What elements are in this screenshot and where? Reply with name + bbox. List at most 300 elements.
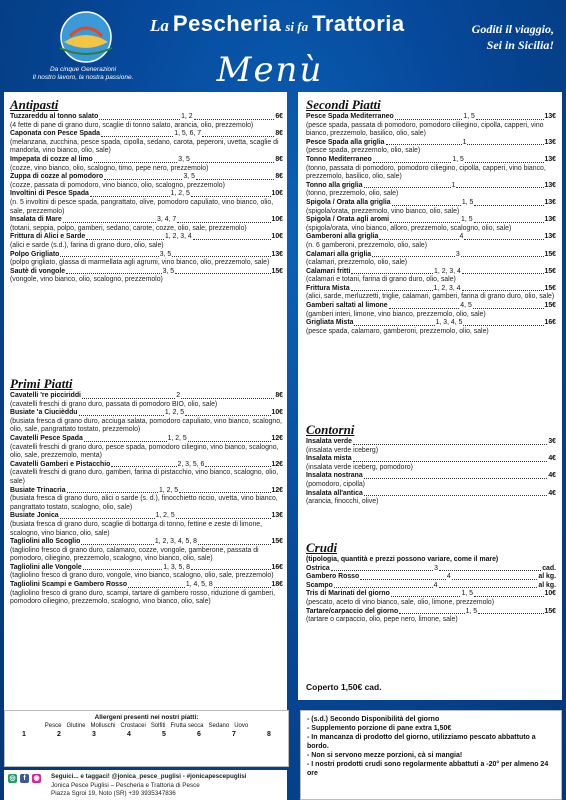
dish-description: (pesce spada, prezzemolo, olio, sale)	[306, 147, 421, 155]
menu-item-row	[306, 590, 556, 599]
dish-description: (tagliolino fresco di grano duro, calamaro, cozze, vongole, gamberone, passata di pomodoro, ciliegino, prezzemolo, scalogno, vino bianco, olio, sale)	[10, 546, 259, 563]
allergen-codes: 3, 5	[183, 173, 195, 181]
leader-dots	[101, 136, 173, 137]
leader-dots	[478, 613, 543, 614]
allergen-name: Uovo	[234, 723, 249, 729]
notes-box	[300, 710, 562, 800]
menu-item	[10, 113, 283, 130]
dish-description: (pescato, aceto di vino bianco, sale, olio, limone, prezzemolo)	[306, 598, 495, 606]
dish-description: (totani, seppia, polpo, gamberi, sedano, carote, cozze, olio, sale, prezzemolo)	[10, 224, 247, 232]
allergen-codes: 4	[459, 233, 464, 241]
section-title-secondi: Secondi Piatti	[306, 97, 381, 112]
allergen-codes: 2, 3, 5, 6	[177, 460, 205, 468]
allergens-title: Allergeni presenti nei nostri piatti:	[94, 714, 199, 721]
leader-dots	[465, 162, 544, 163]
tagline-line-1: Da cinque Generazioni	[49, 66, 117, 73]
leader-dots	[476, 119, 544, 120]
leader-dots	[392, 205, 461, 206]
facebook-icon[interactable]: f	[20, 774, 29, 783]
leader-dots	[462, 290, 544, 291]
dish-name: Spigola / Orata agli aromi	[306, 216, 390, 224]
leader-dots	[353, 444, 547, 445]
allergen-codes: 4	[433, 581, 438, 589]
brand-pescheria: Pescheria	[172, 11, 282, 36]
dish-price: 10€	[271, 190, 284, 198]
menu-item-row	[306, 490, 556, 499]
dish-name: Tagliolini alle Vongole	[10, 563, 82, 571]
dish-price: 15€	[544, 302, 557, 310]
brand-si-fa: si fa	[285, 19, 309, 34]
allergen-numbers	[5, 731, 288, 738]
dish-description: (n. 5 involtini di pesce spada, pangrattato, olive, pomodoro capuliato, vino bianco, olio, sale, prezzemolo)	[10, 198, 274, 215]
leader-dots	[79, 415, 164, 416]
dish-price: 10€	[271, 409, 283, 417]
dish-description: (pomodoro, cipolla)	[306, 480, 365, 488]
leader-dots	[205, 466, 270, 467]
dish-name: Involtini di Pesce Spada	[10, 190, 89, 198]
menu-item-row	[10, 538, 283, 547]
menu-item	[306, 139, 556, 156]
allergen-codes: 1, 2	[181, 113, 193, 120]
dish-description: (tagliolino fresco di grano duro, vongole, vino bianco, scalogno, olio, sale, prezzemolo)	[10, 572, 274, 580]
leader-dots	[364, 495, 548, 496]
menu-item	[306, 199, 556, 216]
dish-price: 18€	[271, 581, 283, 589]
dish-description: (pesce spada, passata di pomodoro, pomodoro ciliegino, cipolla, capperi, vino bianco, prezzemolo, basilico, olio, sale)	[306, 121, 544, 138]
dish-name: Busiate Trinacria	[10, 486, 66, 494]
right-menu-panel	[298, 92, 562, 700]
note-line: - In mancanza di prodotto del giorno, utilizziamo pescato abbattuto a bordo.	[307, 734, 536, 750]
dish-name: Sautè di vongole	[10, 267, 66, 275]
leader-dots	[452, 579, 538, 580]
leader-dots	[390, 222, 460, 223]
dish-price: 15€	[544, 267, 556, 275]
dish-description: (cavatelli freschi di grano duro, pesce spada, pomodoro ciliegino, vino bianco, scalogno, olio, sale, prezzemolo, menta)	[10, 443, 279, 460]
dish-price: 13€	[271, 250, 284, 258]
dish-price: al kg.	[538, 573, 557, 581]
dish-description: (cozze, passata di pomodoro, vino bianco, olio, scalogno, prezzemolo)	[10, 181, 225, 189]
allergen-codes: 3, 4, 7	[157, 216, 177, 224]
dish-name: Tris di Marinati del giorno	[306, 590, 390, 598]
secondi-list	[306, 113, 556, 336]
allergen-name: Molluschi	[90, 723, 116, 729]
allergen-codes: 1, 2, 3, 4	[164, 233, 192, 241]
allergen-codes: 1	[451, 181, 456, 189]
dish-name: Calamari alla griglia	[306, 250, 372, 258]
menu-item-row	[306, 319, 556, 328]
menu-item	[306, 319, 556, 336]
menu-item	[10, 435, 283, 461]
dish-price: 13€	[544, 113, 557, 120]
menu-item-row	[10, 113, 283, 122]
dish-name: Spigola / Orata alla griglia	[306, 198, 391, 206]
allergen-number: 2	[57, 731, 61, 738]
leader-dots	[379, 239, 458, 240]
section-title-primi: Primi Piatti	[10, 376, 73, 391]
leader-dots	[331, 570, 433, 571]
leader-dots	[354, 325, 434, 326]
dish-price: 8€	[275, 155, 284, 163]
menu-item	[306, 182, 556, 199]
menu-item	[306, 216, 556, 233]
allergen-codes: 1, 3, 4, 5	[435, 319, 463, 327]
leader-dots	[214, 587, 271, 588]
menu-item	[10, 538, 283, 564]
brand-title	[150, 11, 405, 37]
dish-description: (n. 6 gamberoni, prezzemolo, olio, sale)	[306, 241, 428, 249]
menu-item-row	[10, 409, 283, 418]
menu-item-row	[10, 251, 283, 260]
allergen-names	[5, 723, 288, 729]
allergen-codes: 3, 5	[159, 250, 172, 258]
dish-price: 16€	[544, 319, 556, 327]
allergen-codes: 1, 5	[452, 155, 464, 163]
menu-item-row	[10, 190, 283, 199]
menu-item	[10, 409, 283, 435]
dish-price: 13€	[544, 198, 557, 206]
leader-dots	[67, 492, 158, 493]
menu-item	[306, 113, 556, 139]
dish-description: (4 fette di pane di grano duro, scaglie di tonno salato, arancia, olio, prezzemolo)	[10, 121, 254, 129]
dish-name: Ostrica	[306, 564, 330, 572]
dish-description: (polpo grigliato, glassa di marmellata agli agrumi, vino bianco, olio, prezzemolo, sale)	[10, 259, 270, 267]
leader-dots	[351, 273, 433, 274]
dish-name: Frittura di Alici e Sarde	[10, 233, 86, 241]
leader-dots	[372, 256, 455, 257]
menu-item	[10, 130, 283, 156]
allergen-number: 3	[92, 731, 96, 738]
menu-item-row	[10, 130, 283, 139]
leader-dots	[99, 119, 180, 120]
dish-price: 13€	[544, 138, 557, 146]
menu-item-row	[10, 435, 283, 444]
leader-dots	[439, 570, 541, 571]
dish-name: Polpo Grigliato	[10, 250, 60, 258]
dish-price: 10€	[544, 590, 557, 598]
menu-item-row	[306, 216, 556, 225]
dish-description: (insalata verde iceberg, pomodoro)	[306, 463, 413, 471]
menu-item-row	[306, 455, 556, 464]
menu-item	[306, 573, 556, 582]
dish-name: Insalata nostrana	[306, 472, 363, 480]
allergen-codes: 1, 5	[461, 590, 473, 598]
leader-dots	[84, 441, 167, 442]
leader-dots	[63, 222, 156, 223]
menu-item	[10, 268, 283, 285]
allergen-codes: 1, 5	[463, 113, 475, 120]
allergen-codes: 3	[455, 250, 460, 258]
menu-item	[10, 216, 283, 233]
leader-dots	[353, 461, 548, 462]
social-text	[51, 773, 246, 799]
allergen-codes: 3	[434, 564, 438, 572]
tripadvisor-icon[interactable]: ◎	[9, 775, 16, 782]
dish-name: Insalata mista	[306, 455, 352, 463]
dish-description: (pesce spada, calamaro, gamberoni, prezzemolo, olio, sale)	[306, 327, 489, 335]
dish-name: Scampo	[306, 581, 333, 589]
dish-name: Impepata di cozze al limo	[10, 155, 93, 163]
leader-dots	[66, 273, 161, 274]
menu-item-row	[306, 113, 556, 122]
allergen-name: Frutta secca	[170, 723, 204, 729]
allergen-codes: 1, 2, 5	[158, 486, 179, 494]
menu-item	[10, 173, 283, 190]
slogan-line-1: Goditi il viaggio,	[471, 22, 554, 36]
menu-item	[306, 156, 556, 182]
allergen-codes: 1	[462, 138, 467, 146]
leader-dots	[175, 273, 270, 274]
menu-item-row	[306, 251, 556, 260]
menu-item-row	[306, 472, 556, 481]
leader-dots	[60, 518, 155, 519]
social-line-3: Piazza Sgroi 19, Noto (SR) +39 3935347836	[51, 790, 176, 797]
menu-item-row	[306, 182, 556, 191]
dish-name: Tagliolini allo Scoglio	[10, 538, 81, 546]
crudi-intro: (tipologia, quantità e prezzi possono variare, come il mare)	[306, 556, 499, 563]
allergen-codes: 2	[176, 392, 181, 399]
dish-price: cad.	[542, 564, 557, 572]
menu-item	[306, 251, 556, 268]
dish-price: 6€	[275, 113, 284, 120]
menu-item-row	[10, 487, 283, 496]
allergen-number: 4	[127, 731, 131, 738]
leader-dots	[94, 162, 178, 163]
menu-item-row	[10, 461, 283, 470]
dish-price: 15€	[271, 538, 284, 546]
brand-la: La	[150, 16, 169, 35]
leader-dots	[467, 144, 543, 145]
dish-price: 15€	[544, 607, 557, 615]
allergen-number: 8	[267, 731, 271, 738]
dish-name: Busiate 'a Ciucièddu	[10, 409, 78, 417]
dish-name: Insalata all'antica	[306, 489, 363, 497]
menu-item-row	[306, 199, 556, 208]
dish-price: 12€	[271, 460, 284, 468]
leader-dots	[391, 596, 461, 597]
leader-dots	[90, 196, 170, 197]
leader-dots	[198, 544, 271, 545]
allergen-codes: 1, 2, 5	[167, 434, 187, 442]
dish-description: (busiata fresca di grano duro, acciuga salata, pomodoro capuliato, vino bianco, scalogno, olio, sale, pangrattato tostato, prezzemolo)	[10, 417, 282, 434]
leader-dots	[60, 256, 158, 257]
allergen-codes: 1, 2, 3, 4	[433, 284, 461, 292]
leader-dots	[399, 613, 464, 614]
leader-dots	[172, 256, 270, 257]
menu-item-row	[10, 392, 283, 401]
menu-item-row	[306, 302, 556, 311]
dish-price: al kg.	[538, 581, 556, 589]
leader-dots	[83, 569, 162, 570]
menu-item-row	[306, 573, 556, 582]
leader-dots	[111, 466, 176, 467]
menu-item-row	[306, 608, 556, 617]
dish-price: 13€	[271, 512, 284, 520]
dish-price: 13€	[544, 233, 556, 241]
leader-dots	[373, 162, 452, 163]
primi-list	[10, 392, 283, 607]
leader-dots	[104, 179, 182, 180]
slogan-line-2: Sei in Sicilia!	[486, 38, 554, 52]
menu-item	[306, 268, 556, 285]
slogan	[472, 21, 554, 53]
dish-description: (tonno, passata di pomodoro, pomodoro ciliegino, cipolla, capperi, vino bianco, prezzemolo, basilico, olio, sale)	[306, 164, 546, 181]
leader-dots	[176, 518, 271, 519]
allergen-codes: 1, 5	[465, 607, 478, 615]
leader-dots	[191, 162, 275, 163]
menu-item	[10, 487, 283, 513]
dish-price: 10€	[271, 233, 284, 241]
dish-price: 10€	[271, 216, 284, 224]
menu-item	[306, 590, 556, 607]
left-menu-panel	[4, 92, 287, 710]
note-line: - I nostri prodotti crudi sono regolarmente abbattuti a -20° per almeno 24 ore	[307, 761, 549, 777]
leader-dots	[194, 119, 275, 120]
leader-dots	[462, 273, 544, 274]
leader-dots	[360, 579, 446, 580]
menu-item	[10, 564, 283, 581]
dish-description: (vongole, vino bianco, olio, scalogno, prezzemolo)	[10, 276, 163, 284]
allergen-codes: 1, 2, 3, 4	[434, 267, 461, 275]
menu-item	[306, 233, 556, 250]
allergen-codes: 1, 5	[461, 216, 473, 224]
leader-dots	[191, 196, 271, 197]
dish-name: Gamberi saltati al limone	[306, 302, 388, 310]
section-title-crudi: Crudi	[306, 540, 338, 555]
dish-price: 13€	[544, 155, 556, 163]
leader-dots	[386, 144, 462, 145]
dish-name: Insalata verde	[306, 438, 352, 445]
dish-price: 8€	[275, 130, 283, 138]
leader-dots	[474, 205, 543, 206]
leader-dots	[185, 415, 270, 416]
dish-name: Tonno alla griglia	[306, 181, 363, 189]
dish-description: (tartare o carpaccio, olio, pepe nero, limone, sale)	[306, 616, 458, 624]
menu-item	[306, 302, 556, 319]
dish-name: Frittura Mista	[306, 284, 350, 292]
dish-name: Insalata di Mare	[10, 216, 62, 224]
leader-dots	[389, 308, 460, 309]
menu-item-row	[10, 564, 283, 573]
menu-item-row	[10, 216, 283, 225]
menu-item	[306, 285, 556, 302]
dish-price: 13€	[544, 216, 556, 224]
leader-dots	[474, 596, 544, 597]
leader-dots	[364, 187, 451, 188]
allergen-number: 5	[162, 731, 166, 738]
menu-item	[10, 461, 283, 487]
dish-description: (alici e sarde (s.d.), farina di grano duro, olio, sale)	[10, 241, 164, 249]
allergen-codes: 4, 5	[460, 302, 472, 310]
menu-item	[10, 581, 283, 607]
dish-price: 12€	[271, 486, 284, 494]
dish-name: Tagliolini Scampi e Gambero Rosso	[10, 581, 128, 589]
section-title-antipasti: Antipasti	[10, 97, 59, 112]
note-line: - Supplemento porzione di pane extra 1,50€	[307, 725, 452, 732]
leader-dots	[463, 325, 543, 326]
menu-item-row	[306, 565, 556, 574]
menu-item	[306, 608, 556, 625]
menu-item	[306, 490, 556, 507]
leader-dots	[179, 492, 270, 493]
note-line: - Non si servono mezze porzioni, cà si mangia!	[307, 752, 463, 759]
allergen-codes: 1, 5	[461, 198, 474, 206]
menu-item-row	[10, 233, 283, 242]
menu-item-row	[10, 268, 283, 277]
menu-item	[306, 472, 556, 489]
menu-item	[306, 582, 556, 591]
leader-dots	[181, 398, 274, 399]
leader-dots	[395, 119, 463, 120]
menu-item	[10, 251, 283, 268]
tagline	[8, 66, 158, 82]
leader-dots	[86, 239, 164, 240]
contorni-list	[306, 438, 556, 507]
menu-item	[10, 233, 283, 250]
primi-section	[10, 376, 283, 607]
dish-description: (calamari e totani, farina di grano duro, olio, sale)	[306, 276, 456, 284]
dish-price: 15€	[544, 250, 557, 258]
allergen-number: 6	[197, 731, 201, 738]
leader-dots	[351, 290, 433, 291]
social-icons	[8, 774, 41, 783]
dish-description: (busiata fresca di grano duro, alici o sarde (s. d.), finocchietto riccio, uvetta, vino bianco, pangrattato tostato, scalogno, olio, sale)	[10, 495, 278, 511]
dish-price: 3€	[548, 438, 556, 445]
dish-description: (cozze, vino bianco, olio, scalogno, timo, pepe nero, prezzemolo)	[10, 164, 209, 172]
allergen-name: Sedano	[208, 723, 230, 729]
dish-description: (melanzana, zucchina, pesce spada, cipolla, sedano, carota, peperoni, uvetta, scaglie di mandorla, vino bianco, olio, sale)	[10, 138, 279, 155]
dish-price: 4€	[548, 455, 556, 463]
dish-price: 13€	[544, 181, 556, 189]
menu-item-row	[306, 156, 556, 165]
leader-dots	[464, 239, 543, 240]
dish-description: (tonno, prezzemolo, olio, sale)	[306, 190, 399, 198]
menu-item-row	[10, 581, 283, 590]
menu-item	[10, 156, 283, 173]
dish-description: (busiata fresca di grano duro, scaglie di bottarga di tonno, fettine e zeste di limone, scalogno, vino bianco, olio, sale)	[10, 520, 263, 537]
secondi-section	[306, 97, 556, 336]
social-line-1: Seguici... e taggaci! @jonica_pesce_puglisi - #jonicapescepuglisi	[51, 773, 247, 780]
leader-dots	[439, 587, 538, 588]
allergen-codes: 1, 2, 5	[155, 512, 175, 520]
dish-description: (arancia, finocchi, olive)	[306, 498, 379, 506]
instagram-icon[interactable]: ◉	[33, 775, 40, 782]
dish-description: (insalata verde iceberg)	[306, 446, 379, 454]
dish-name: Grigliata Mista	[306, 319, 354, 327]
menu-item-row	[306, 233, 556, 242]
dish-description: (spigola/orata, prezzemolo, vino bianco, olio, sale)	[306, 207, 460, 215]
menu-item-row	[306, 582, 556, 591]
menu-title: Menù	[216, 50, 324, 90]
allergen-codes: 3, 5	[178, 155, 190, 163]
allergen-codes: 4	[446, 573, 451, 581]
menu-item	[10, 392, 283, 409]
allergen-number: 1	[22, 731, 26, 738]
allergen-codes: 1, 2, 3, 4, 5, 8	[154, 538, 197, 546]
dish-name: Pesce Spada alla griglia	[306, 138, 385, 146]
dish-name: Zuppa di cozze al pomodoro	[10, 173, 104, 181]
social-footer	[4, 770, 287, 800]
leader-dots	[128, 587, 185, 588]
dish-name: Tuzzareddu al tonno salato	[10, 113, 99, 120]
dish-name: Cavatelli 're picciriddi	[10, 392, 81, 399]
allergens-legend	[4, 710, 289, 767]
antipasti-section	[10, 97, 283, 285]
allergen-name: Crostacei	[120, 723, 146, 729]
dish-description: (cavatelli freschi di grano duro, gamberi, farina di pistacchio, vino bianco, scalogno, olio, sale)	[10, 469, 279, 485]
brand-trattoria: Trattoria	[312, 11, 405, 36]
dish-name: Calamari fritti	[306, 267, 351, 275]
dish-price: 4€	[548, 472, 556, 480]
